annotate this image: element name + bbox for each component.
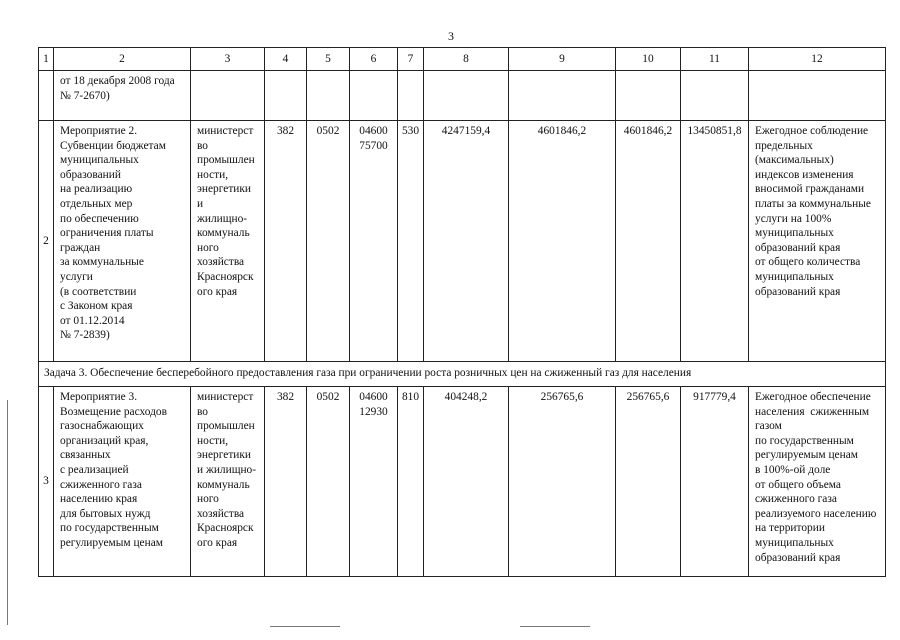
- cell-line: в 100%-ой доле: [755, 463, 831, 476]
- header-cell: 4: [265, 48, 307, 71]
- cell-line: ого края: [197, 285, 238, 298]
- row-number: 2: [39, 121, 54, 362]
- cell-line: услуги: [60, 270, 93, 283]
- amount-cell: 917779,4: [681, 387, 749, 577]
- header-cell: 1: [39, 48, 54, 71]
- cell-line: муниципальных: [755, 227, 834, 240]
- cell-line: регулируемым ценам: [755, 449, 858, 462]
- cell-line: Красноярск: [197, 522, 254, 535]
- cell-line: вносимой гражданами: [755, 183, 865, 196]
- code-cell: [350, 121, 398, 362]
- table-row: [39, 387, 886, 577]
- cell-line: во: [197, 139, 208, 152]
- cell-line: (в соответствии: [60, 285, 137, 298]
- cell-line: энергетики: [197, 183, 252, 196]
- scan-edge-line: [270, 626, 340, 627]
- cell-line: ограничения платы: [60, 227, 154, 240]
- code-cell: 0502: [307, 387, 350, 577]
- code-cell: 530: [398, 121, 424, 362]
- code-cell: 382: [265, 387, 307, 577]
- result-cell: [749, 387, 886, 577]
- row-number: [39, 71, 54, 121]
- cell-line: Красноярск: [197, 270, 254, 283]
- cell-line: ности,: [197, 434, 229, 447]
- cell-line: 04600: [359, 125, 388, 137]
- code-cell: 382: [265, 121, 307, 362]
- header-cell: 7: [398, 48, 424, 71]
- cell-line: связанных: [60, 449, 111, 462]
- table-cell: [265, 71, 307, 121]
- cell-line: сжиженного газа: [60, 478, 142, 491]
- cell-line: ного: [197, 493, 219, 506]
- cell-line: за коммунальные: [60, 256, 144, 269]
- cell-line: промышлен: [197, 154, 255, 167]
- cell-line: (максимальных): [755, 154, 834, 167]
- cell-line: и: [197, 197, 204, 210]
- cell-line: Субвенции бюджетам: [60, 139, 166, 152]
- row-number: 3: [39, 387, 54, 577]
- result-cell: [749, 121, 886, 362]
- cell-line: газом: [755, 420, 782, 433]
- amount-cell: 4247159,4: [424, 121, 509, 362]
- amount-cell: 4601846,2: [509, 121, 616, 362]
- cell-line: 04600: [359, 391, 388, 403]
- cell-line: образований края: [755, 285, 841, 298]
- cell-line: сжиженного газа: [755, 493, 837, 506]
- cell-line: с Законом края: [60, 300, 133, 313]
- cell-line: регулируемым ценам: [60, 536, 163, 549]
- cell-line: услуги на 100%: [755, 212, 832, 225]
- cell-line: образований края: [755, 241, 841, 254]
- cell-line: предельных: [755, 139, 813, 152]
- table-cell: [749, 71, 886, 121]
- cell-line: от 01.12.2014: [60, 314, 125, 327]
- cell-line: по государственным: [60, 522, 159, 535]
- header-cell: 6: [350, 48, 398, 71]
- table-cell: [509, 71, 616, 121]
- header-cell: 10: [616, 48, 681, 71]
- cell-line: газоснабжающих: [60, 420, 144, 433]
- table-cell: [398, 71, 424, 121]
- cell-line: населению края: [60, 493, 138, 506]
- table-row: [39, 71, 886, 121]
- cell-line: хозяйства: [197, 507, 245, 520]
- cell-line: образований края: [755, 551, 841, 564]
- cell-line: хозяйства: [197, 256, 245, 269]
- cell-line: 75700: [359, 139, 388, 152]
- ministry-cell: [191, 121, 265, 362]
- amount-cell: 4601846,2: [616, 121, 681, 362]
- amount-cell: 256765,6: [616, 387, 681, 577]
- cell-line: граждан: [60, 241, 101, 254]
- cell-line: энергетики: [197, 449, 252, 462]
- cell-line: 12930: [359, 405, 388, 418]
- cell-line: с реализацией: [60, 463, 129, 476]
- measure-cell: от 18 декабря 2008 года № 7-2670): [54, 71, 191, 121]
- cell-line: по обеспечению: [60, 212, 139, 225]
- cell-line: реализуемого населению: [755, 507, 877, 520]
- cell-line: на реализацию: [60, 183, 133, 196]
- cell-line: на территории: [755, 522, 825, 535]
- cell-line: Мероприятие 3.: [60, 391, 138, 403]
- scan-edge-line: [520, 626, 590, 627]
- amount-cell: 404248,2: [424, 387, 509, 577]
- table-cell: [681, 71, 749, 121]
- cell-line: и жилищно-: [197, 463, 257, 476]
- cell-line: по государственным: [755, 434, 854, 447]
- header-cell: 12: [749, 48, 886, 71]
- header-row: [39, 48, 886, 71]
- cell-line: населения сжиженным: [755, 405, 870, 418]
- cell-line: Ежегодное обеспечение: [755, 391, 871, 403]
- task-row: [39, 362, 886, 387]
- page-number: 3: [448, 29, 454, 43]
- measure-cell: [54, 387, 191, 577]
- cell-line: во: [197, 405, 208, 418]
- cell-line: платы за коммунальные: [755, 197, 871, 210]
- table-cell: [350, 71, 398, 121]
- cell-line: индексов изменения: [755, 168, 854, 181]
- header-cell: 9: [509, 48, 616, 71]
- cell-line: коммуналь: [197, 478, 250, 491]
- scan-margin-line: [7, 400, 8, 625]
- cell-line: ного: [197, 241, 219, 254]
- cell-line: от общего объема: [755, 478, 841, 491]
- code-cell: 810: [398, 387, 424, 577]
- header-cell: 3: [191, 48, 265, 71]
- table-cell: [307, 71, 350, 121]
- measure-cell: [54, 121, 191, 362]
- cell-line: для бытовых нужд: [60, 507, 151, 520]
- cell-line: муниципальных: [60, 154, 139, 167]
- header-cell: 2: [54, 48, 191, 71]
- cell-line: министерст: [197, 391, 254, 403]
- cell-line: коммуналь: [197, 227, 250, 240]
- cell-line: муниципальных: [755, 270, 834, 283]
- table-cell: [616, 71, 681, 121]
- table-row: [39, 121, 886, 362]
- header-cell: 11: [681, 48, 749, 71]
- header-cell: 8: [424, 48, 509, 71]
- cell-line: министерст: [197, 125, 254, 137]
- cell-line: Мероприятие 2.: [60, 125, 138, 137]
- cell-line: организаций края,: [60, 434, 149, 447]
- task-heading: Задача 3. Обеспечение бесперебойного предоставления газа при ограничении роста розничных цен на сжиженный газ для населения: [39, 362, 886, 387]
- cell-line: промышлен: [197, 420, 255, 433]
- amount-cell: 256765,6: [509, 387, 616, 577]
- cell-line: отдельных мер: [60, 197, 133, 210]
- cell-line: муниципальных: [755, 536, 834, 549]
- amount-cell: 13450851,8: [681, 121, 749, 362]
- cell-line: от общего количества: [755, 256, 861, 269]
- code-cell: 0502: [307, 121, 350, 362]
- table-cell: [424, 71, 509, 121]
- program-table: [38, 47, 886, 577]
- cell-line: № 7-2839): [60, 329, 110, 342]
- header-cell: 5: [307, 48, 350, 71]
- cell-line: жилищно-: [197, 212, 248, 225]
- cell-line: ности,: [197, 168, 229, 181]
- cell-line: образований: [60, 168, 121, 181]
- code-cell: [350, 387, 398, 577]
- table-cell: [191, 71, 265, 121]
- cell-line: Ежегодное соблюдение: [755, 125, 869, 137]
- ministry-cell: [191, 387, 265, 577]
- cell-line: ого края: [197, 536, 238, 549]
- cell-line: Возмещение расходов: [60, 405, 167, 418]
